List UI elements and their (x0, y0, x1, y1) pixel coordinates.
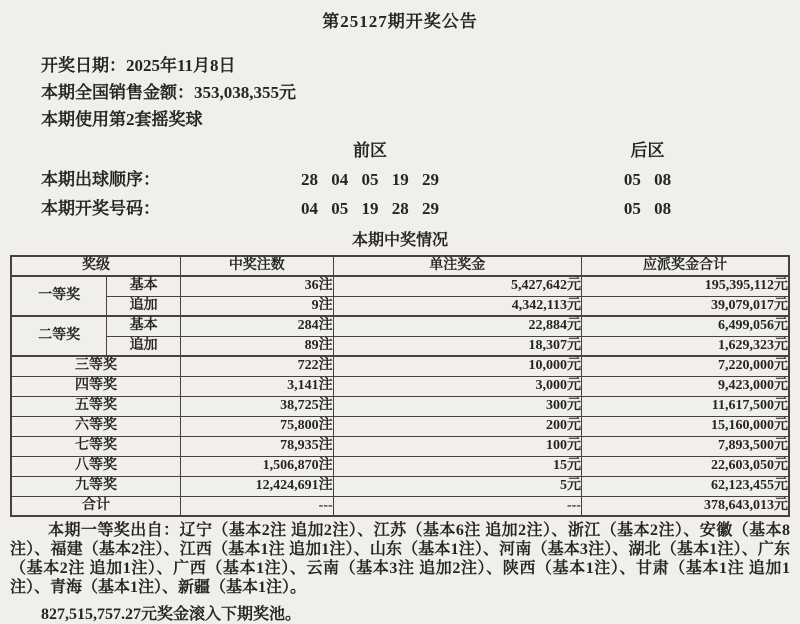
count-cell: 89注 (180, 336, 333, 356)
prize-level-cell: 一等奖 (11, 276, 107, 316)
total-prize-cell: 6,499,056元 (581, 316, 789, 336)
prize-section-title: 本期中奖情况 (351, 232, 448, 249)
col-header-prize-level: 奖级 (11, 256, 180, 276)
col-header-count: 中奖注数 (180, 256, 333, 276)
prize-level-cell: 九等奖 (11, 476, 180, 496)
winning-front-numbers: 04 05 19 28 29 (301, 199, 439, 218)
winning-numbers-label: 本期开奖号码： (41, 199, 160, 218)
prize-level-cell: 三等奖 (11, 356, 180, 376)
table-row (11, 356, 789, 376)
table-row (11, 416, 789, 436)
front-zone-label: 前区 (353, 141, 387, 160)
total-prize-cell: 15,160,000元 (581, 416, 789, 436)
single-prize-cell: 18,307元 (333, 336, 581, 356)
table-row (11, 336, 789, 356)
spacer (0, 194, 41, 223)
single-prize-cell: 5,427,642元 (333, 276, 581, 296)
page-title: 第25127期开奖公告 (322, 12, 478, 31)
single-prize-cell: 10,000元 (333, 356, 581, 376)
single-prize-cell: 15元 (333, 456, 581, 476)
spacer (0, 136, 41, 165)
col-header-single-prize: 单注奖金 (333, 256, 581, 276)
count-cell: 722注 (180, 356, 333, 376)
first-prize-origin-note: 本期一等奖出自：辽宁（基本2注 追加2注）、江苏（基本6注 追加2注）、浙江（基本2注）、安徽（基本8注）、福建（基本2注）、江西（基本1注 追加1注）、山东（基本1注）、河南（基本3注）、湖北（基本1注）、广东（基本2注 追加1注）、广西（基本1注）、云南（基本3注 追加2注）、陕西（基本1注）、甘肃（基本1注 追加1注）、青海（基本1注）、新疆（基本1注）。 (10, 522, 790, 596)
count-cell: 75,800注 (180, 416, 333, 436)
table-row (11, 456, 789, 476)
draw-order-back-numbers: 05 08 (623, 170, 672, 189)
sales-amount: 本期全国销售金额：353,038,355元 (41, 83, 296, 102)
prize-level-cell: 五等奖 (11, 396, 180, 416)
draw-date: 开奖日期：2025年11月8日 (41, 56, 236, 75)
count-cell: 12,424,691注 (180, 476, 333, 496)
prize-level-cell: 二等奖 (11, 316, 107, 356)
info-block (41, 52, 800, 133)
total-prize-cell: 22,603,050元 (581, 456, 789, 476)
total-prize-cell: 39,079,017元 (581, 296, 789, 316)
count-cell: --- (180, 496, 333, 516)
total-prize-cell: 7,220,000元 (581, 356, 789, 376)
single-prize-cell: 300元 (333, 396, 581, 416)
total-prize-cell: 1,629,323元 (581, 336, 789, 356)
draw-order-label: 本期出球顺序： (41, 170, 160, 189)
table-row (11, 376, 789, 396)
single-prize-cell: 3,000元 (333, 376, 581, 396)
prize-level-cell: 六等奖 (11, 416, 180, 436)
table-header-row (11, 256, 789, 276)
back-zone-label: 后区 (630, 141, 665, 160)
table-row (11, 276, 789, 296)
total-prize-cell: 7,893,500元 (581, 436, 789, 456)
total-prize-cell: 62,123,455元 (581, 476, 789, 496)
count-cell: 9注 (180, 296, 333, 316)
spacer (41, 136, 290, 165)
count-cell: 284注 (180, 316, 333, 336)
table-row (11, 316, 789, 336)
total-prize-cell: 11,617,500元 (581, 396, 789, 416)
draw-order-front-numbers: 28 04 05 19 29 (301, 170, 439, 189)
total-prize-cell: 195,395,112元 (581, 276, 789, 296)
count-cell: 38,725注 (180, 396, 333, 416)
total-prize-cell: 9,423,000元 (581, 376, 789, 396)
single-prize-cell: --- (333, 496, 581, 516)
winning-back-numbers: 05 08 (623, 199, 672, 218)
table-row (11, 436, 789, 456)
spacer (450, 194, 600, 223)
single-prize-cell: 100元 (333, 436, 581, 456)
prize-level-cell: 合计 (11, 496, 180, 516)
count-cell: 78,935注 (180, 436, 333, 456)
draw-numbers-area (0, 136, 800, 223)
total-prize-cell: 378,643,013元 (581, 496, 789, 516)
ball-set: 本期使用第2套摇奖球 (41, 110, 203, 129)
count-cell: 36注 (180, 276, 333, 296)
table-row (11, 396, 789, 416)
single-prize-cell: 5元 (333, 476, 581, 496)
prize-sub-cell: 追加 (107, 336, 181, 356)
prize-level-cell: 四等奖 (11, 376, 180, 396)
single-prize-cell: 4,342,113元 (333, 296, 581, 316)
single-prize-cell: 200元 (333, 416, 581, 436)
prize-table (10, 255, 790, 517)
spacer (450, 165, 600, 194)
count-cell: 3,141注 (180, 376, 333, 396)
prize-sub-cell: 基本 (107, 316, 181, 336)
col-header-total-prize: 应派奖金合计 (581, 256, 789, 276)
prize-sub-cell: 基本 (107, 276, 181, 296)
count-cell: 1,506,870注 (180, 456, 333, 476)
table-row-total (11, 496, 789, 516)
table-row (11, 476, 789, 496)
prize-sub-cell: 追加 (107, 296, 181, 316)
jackpot-rollover-note: 827,515,757.27元奖金滚入下期奖池。 (41, 606, 302, 623)
prize-level-cell: 七等奖 (11, 436, 180, 456)
spacer (450, 136, 600, 165)
prize-level-cell: 八等奖 (11, 456, 180, 476)
single-prize-cell: 22,884元 (333, 316, 581, 336)
spacer (0, 165, 41, 194)
table-row (11, 296, 789, 316)
